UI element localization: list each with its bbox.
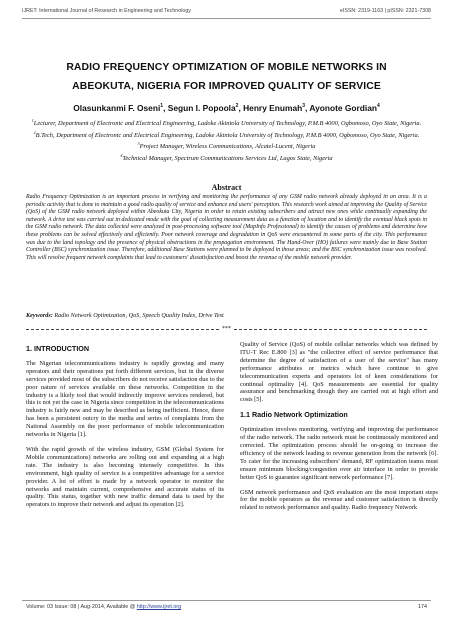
- affiliation-text: Project Manager, Wireless Communications, Alcatel-Lucent, Nigeria: [139, 143, 316, 151]
- qos-paragraph: Quality of Service (QoS) of mobile cellular networks which was defined by ITU-T Rec E.800 [3] as "the collective effect of service performance that determine the degree of satisfaction of a user of the service" has many performance attributes or metrics which have continue to give telecommunication experts and operators lot of keen considerations for continual optimality [4]. QoS measurements are essential for quality assurance and benchmarking though they are carried out at high effort and costs [5].: [240, 341, 438, 404]
- affiliation-text: Technical Manager, Spectrum Communications Services Ltd, Lagos State, Nigeria: [122, 155, 333, 162]
- journal-name: IJRET: International Journal of Research in Engineering and Technology: [22, 8, 191, 14]
- optimization-paragraph-2: GSM network performance and QoS evaluation are the most important steps for the mobile operators as the revenue and customer satisfaction is directly related to network performance and quality. Radio frequency Network: [240, 488, 438, 512]
- title-line-1: RADIO FREQUENCY OPTIMIZATION OF MOBILE NETWORKS IN: [66, 62, 387, 73]
- divider-line-right: [234, 329, 427, 330]
- author-sup: 3: [302, 103, 305, 110]
- affiliation-text: Lecturer, Department of Electronic and Electrical Engineering, Ladoke Akintola University of Technology, P.M.B 4000, Ogbomoso, Oyo State, Nigeria.: [33, 120, 422, 128]
- right-column: [240, 341, 438, 519]
- keywords-label: Keywords:: [26, 312, 53, 319]
- divider-line-left: [26, 329, 219, 330]
- author-sup: 1: [160, 103, 164, 110]
- intro-paragraph-2: With the rapid growth of the wireless industry, GSM (Global System for Mobile communications) networks are rolling out and expanding at a high rate. The industry is also becoming intensely competitive. In this environment, high quality of service is a competitive advantage for a service provider. A lot of effort is made by a network operator to monitor the networks and maintain current, comprehensive and accurate status of its quality. This status, together with new traffic demand data is used by the operators to improve their network and adjust its operation [2].: [26, 445, 224, 509]
- abstract-body: Radio Frequency Optimization is an important process in verifying and monitoring the performance of any GSM radio network already deployed in an area. It is a periodic activity that is done to maintain a good radio quality of service and enhance end users' perception. This research work aimed at improving the Quality of Service (QoS) of the GSM radio network deployed within Abeokuta City, Nigeria in order to retain existing subscribers and attract new ones while continually expanding the network. A drive test was carried out in dedicated mode with the goal of collecting measurement data as a function of location and to identify the eventual black spots in the GSM radio network. The data collected were analyzed in post-processing software tool (MapInfo Professional) to identify the causes of problems and determine how these problems can be solved effectively and efficiently. Poor network coverage and degradation in QoS were encountered in some parts of the city. This performance was due to the land topology and the presence of physical obstructions in the propagation environment. The Hand-Over (HO) failures were mainly due to Base Station Controller (BSC) synchronization issue. Therefore, additional Base Stations were planned to be deployed in those areas; and the BSC synchronization issue was resolved. This will resolve frequent network complaints that lead to customers' dissatisfaction and boost the revenue of the mobile network provider.: [26, 194, 427, 261]
- footer-volume-text: Volume: 03 Issue: 08 | Aug-2014, Available @: [26, 604, 136, 610]
- affiliation: [30, 152, 423, 164]
- running-header: [22, 8, 431, 14]
- journal-link[interactable]: http://www.ijret.org: [136, 604, 182, 610]
- footer-divider: [22, 600, 431, 601]
- author-sup: 2: [235, 103, 239, 110]
- running-footer: [26, 604, 427, 610]
- affiliation: [30, 117, 423, 129]
- title-line-2: ABEOKUTA, NIGERIA FOR IMPROVED QUALITY OF SERVICE: [72, 81, 381, 92]
- author-sup: 4: [376, 103, 380, 110]
- affiliation: [30, 140, 423, 152]
- header-divider: [22, 18, 431, 19]
- affiliations: [30, 117, 423, 164]
- affiliation-text: B.Tech, Department of Electronic and Electrical Engineering, Ladoke Akintola University of Technology, P.M.B 4000, Ogbomoso, Oyo State, Nigeria.: [35, 131, 420, 139]
- paper-title: [28, 58, 425, 96]
- footer-volume: [26, 604, 181, 610]
- section-heading-radio-network-optimization: 1.1 Radio Network Optimization: [240, 410, 348, 420]
- optimization-paragraph-1: Optimization involves monitoring, verifying and improving the performance of the radio network. The radio network must be continuously monitored and corrected. The optimization process should be on-going to increase the efficiency of the network leading to revenue generation from the network [6]. To cater for the increasing subscribers' demand, RF optimization teams must ensure minimum blocking/congestion over air interface in order to provide better QoS to guarantee significant network performance [7].: [240, 426, 438, 481]
- affiliation-sup: 4: [120, 152, 123, 158]
- keywords: [26, 312, 427, 319]
- section-divider: [26, 326, 427, 332]
- issn: eISSN: 2319-1163 | pISSN: 2321-7308: [339, 8, 431, 14]
- page-number: 174: [418, 604, 427, 610]
- intro-paragraph-1: The Nigerian telecommunications industry is rapidly growing and many operators and their operations put forth different services, but in the diverse services provided most of the subscribers do not receive satisfaction due to the poor nature of services available on these networks. Competition in the industry is a likely tool that would indirectly improve services rendered, but this is not yet the case in Nigeria since competition in the telecommunications industry is fairly new and may be described as being inefficient. Hence, there has been a persistent outcry in the media and series of complaints from the National Assembly on the poor performance of mobile telecommunication networks in Nigeria [1].: [26, 359, 224, 439]
- abstract-heading: Abstract: [211, 183, 242, 192]
- affiliation-sup: 1: [31, 118, 34, 123]
- author-list: Olasunkanmi F. Oseni$^1$, Segun I. Popoola$^2$, Henry Enumah$^3$, Ayonote Gordian$^4$: [73, 103, 380, 113]
- left-column: [26, 345, 224, 516]
- divider-stars: ***: [222, 326, 231, 332]
- affiliation: [30, 129, 423, 141]
- author-name: Segun I. Popoola: [167, 103, 236, 113]
- keywords-text: Radio Network Optimization, QoS, Speech Quality Index, Drive Test: [54, 312, 224, 319]
- author-name: Ayonote Gordian: [309, 103, 377, 113]
- author-name: Henry Enumah: [243, 103, 303, 113]
- affiliation-sup: 3: [137, 141, 140, 147]
- author-name: Olasunkanmi F. Oseni: [73, 103, 161, 113]
- section-heading-introduction: 1. INTRODUCTION: [26, 344, 90, 353]
- affiliation-sup: 2: [33, 129, 36, 135]
